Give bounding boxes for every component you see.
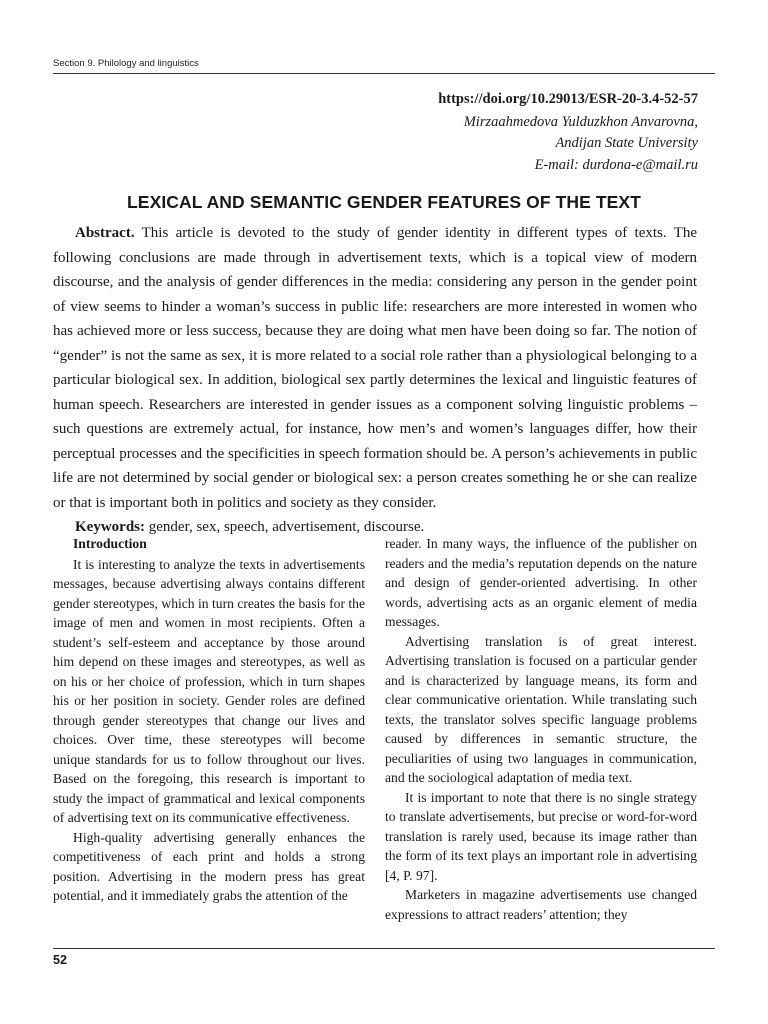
header-divider	[53, 73, 715, 74]
keywords-label: Keywords:	[75, 519, 145, 535]
paragraph: High-quality advertising generally enhances the competitiveness of each print and holds a strong position. Advertising in the modern press has great potential, and it immediately grabs the attention of the	[53, 829, 365, 903]
keywords-text: gender, sex, speech, advertisement, discourse.	[148, 519, 425, 535]
footer-divider	[53, 948, 715, 949]
abstract-text: This article is devoted to the study of gender identity in different types of texts. The following conclusions are made through in advertisement texts, which is a topical view of modern discourse, and the analysis of gender differences in the media: considering any person in the gender point of view seems to hinder a woman’s success in public life: researchers are more interested in women who has achieved more or less success, because they are doing what men have been doing so far. The notion of “gender” is not the same as sex, it is more related to a social role rather than a physiological belonging to a particular biological sex. In addition, biological sex partly determines the lexical and linguistic features of human speech. Researchers are interested in gender issues as a component solving linguistic problems – such questions are extremely actual, for instance, how men’s and women’s languages differ, how their perceptual processes and the specificities in speech formation should be. A person’s achievements in public life are not determined by social gender or biological sex: a person creates something he or she can realize or that is important both in politics and society as they consider.	[53, 225, 698, 511]
doi-link[interactable]: https://doi.org/10.29013/ESR-20-3.4-52-57	[438, 91, 698, 107]
section-heading-introduction: Introduction	[73, 536, 147, 551]
paragraph: Advertising translation is of great interest. Advertising translation is focused on a particular gender and is characterized by language means, its form and clear communicative orientation. While translating such texts, the translator solves specific language problems caused by differences in semantic structure, the peculiarities of using two languages in communication, and the sociological adaptation of media text.	[385, 633, 697, 785]
page-number: 52	[53, 953, 67, 967]
author-email[interactable]: E-mail: durdona-e@mail.ru	[534, 156, 698, 173]
article-meta	[138, 89, 698, 176]
paragraph: It is interesting to analyze the texts in advertisements messages, because advertising always contains different gender stereotypes, which in turn creates the basis for the image of men and women in most recipients. Often a student’s self-esteem and acceptance by those around him depend on these images and stereotypes, as well as on his or her choice of profession, which in turn shapes his or her position in society. Gender roles are defined through gender stereotypes that change our lives and choices. Over time, these stereotypes will become unique standards for us to follow throughout our lives. Based on the foregoing, this research is important to study the impact of grammatical and lexical components of advertising text on its communicative effectiveness.	[53, 556, 365, 825]
author-affiliation: Andijan State University	[555, 135, 698, 151]
body-columns	[53, 534, 697, 934]
article-title: LEXICAL AND SEMANTIC GENDER FEATURES OF THE TEXT	[127, 192, 641, 212]
abstract-label: Abstract.	[75, 225, 135, 241]
right-column	[385, 534, 697, 934]
abstract-block	[53, 221, 697, 540]
running-head: Section 9. Philology and linguistics	[53, 58, 199, 69]
abstract-paragraph	[53, 221, 697, 515]
author-name: Mirzaahmedova Yulduzkhon Anvarovna,	[463, 113, 698, 130]
left-column	[53, 534, 365, 934]
paragraph: Marketers in magazine advertisements use changed expressions to attract readers’ attention; they	[385, 887, 697, 922]
paragraph-continued: reader. In many ways, the influence of the publisher on readers and the media’s reputation depends on the nature and design of gender-oriented advertising. In other words, advertising acts as an organic element of media messages.	[385, 536, 697, 629]
paragraph: It is important to note that there is no single strategy to translate advertisements, but precise or word-for-word translation is rarely used, because its image rather than the form of its text plays an important role in advertising [4, P. 97].	[385, 789, 697, 883]
